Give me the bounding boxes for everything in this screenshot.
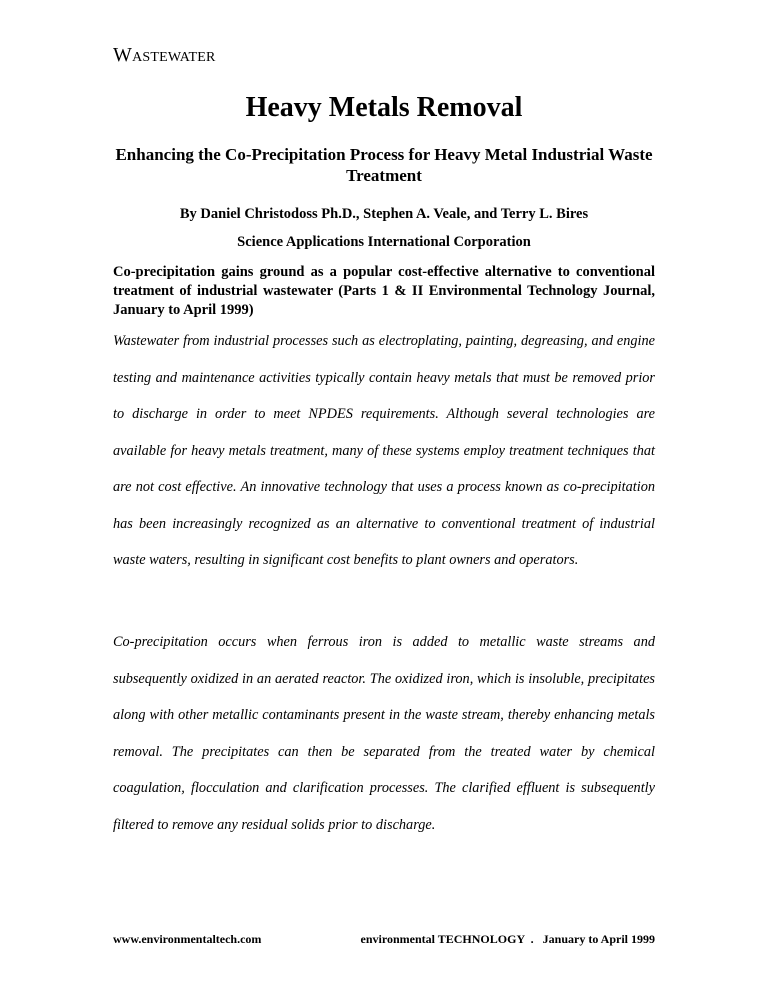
section-label-initial: W [113,44,133,66]
body-paragraph-2: Co-precipitation occurs when ferrous iron is added to metallic waste streams and subsequently oxidized in an aerated reactor. The oxidized iron, which is insoluble, precipitates along with other metallic contaminants present in the waste stream, thereby enhancing metals removal. The precipitates can then be separated from the treated water by chemical coagulation, flocculation and clarification processes. The clarified effluent is subsequently filtered to remove any residual solids prior to discharge. [113,634,655,833]
article-byline: By Daniel Christodoss Ph.D., Stephen A. Veale, and Terry L. Bires [179,206,589,222]
article-lead: Co-precipitation gains ground as a popular cost-effective alternative to conventional treatment of industrial wastewater (Parts 1 & II Environmental Technology Journal, January to April 1999) [113,264,655,318]
article-affiliation: Science Applications International Corporation [237,234,531,250]
footer-publication: environmental TECHNOLOGY . January to April 1999 [360,932,655,946]
footer-url: www.environmentaltech.com [113,932,262,946]
article-title: Heavy Metals Removal [245,92,523,123]
section-label-rest: ASTEWATER [132,50,216,65]
article-subtitle: Enhancing the Co-Precipitation Process for Heavy Metal Industrial Waste Treatment [115,145,653,185]
body-paragraph-1: Wastewater from industrial processes such as electroplating, painting, degreasing, and engine testing and maintenance activities typically contain heavy metals that must be removed prior to discharge in order to meet NPDES requirements. Although several technologies are available for heavy metals treatment, many of these systems employ treatment techniques that are not cost effective. An innovative technology that uses a process known as co-precipitation has been increasingly recognized as an alternative to conventional treatment of industrial waste waters, resulting in significant cost benefits to plant owners and operators. [113,333,655,568]
section-label [113,44,216,67]
